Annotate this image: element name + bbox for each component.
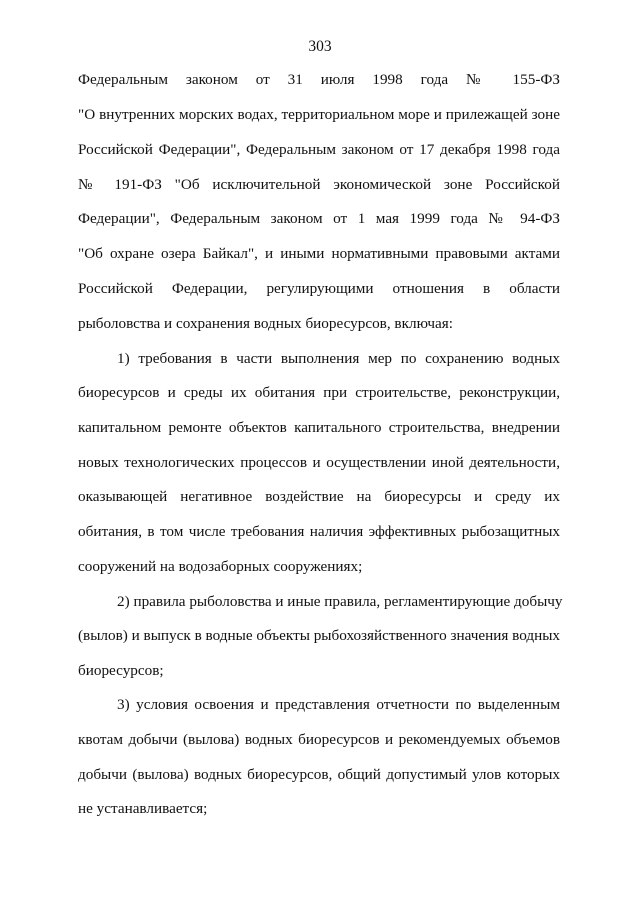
text-line: биоресурсов и среды их обитания при строительстве, реконструкции, bbox=[78, 384, 560, 401]
text-line: сооружений на водозаборных сооружениях; bbox=[78, 558, 363, 575]
text-line: № 191-ФЗ "Об исключительной экономической зоне Российской bbox=[78, 176, 560, 193]
text-line: (вылов) и выпуск в водные объекты рыбохозяйственного значения водных bbox=[78, 627, 561, 644]
text-line: оказывающей негативное воздействие на биоресурсы и среду их bbox=[78, 488, 560, 505]
text-line: "Об охране озера Байкал", и иными нормативными правовыми актами bbox=[78, 245, 560, 262]
text-line: добычи (вылова) водных биоресурсов, общий допустимый улов которых bbox=[78, 766, 560, 783]
text-line: не устанавливается; bbox=[78, 800, 208, 817]
text-line: Российской Федерации, регулирующими отношения в области bbox=[78, 280, 560, 297]
text-line: 2) правила рыболовства и иные правила, регламентирующие добычу bbox=[117, 593, 563, 610]
text-line: Федерации", Федеральным законом от 1 мая 1999 года № 94-ФЗ bbox=[78, 210, 560, 227]
page-number: 303 bbox=[308, 38, 332, 55]
text-line: рыболовства и сохранения водных биоресурсов, включая: bbox=[78, 315, 453, 332]
text-line: 3) условия освоения и представления отчетности по выделенным bbox=[117, 696, 560, 713]
text-line: биоресурсов; bbox=[78, 662, 164, 679]
text-line: 1) требования в части выполнения мер по сохранению водных bbox=[117, 350, 560, 367]
text-line: Российской Федерации", Федеральным законом от 17 декабря 1998 года bbox=[78, 141, 560, 158]
text-line: Федеральным законом от 31 июля 1998 года № 155-ФЗ bbox=[78, 71, 560, 88]
text-line: новых технологических процессов и осуществлении иной деятельности, bbox=[78, 454, 560, 471]
text-line: капитальном ремонте объектов капитального строительства, внедрении bbox=[78, 419, 560, 436]
text-line: "О внутренних морских водах, территориальном море и прилежащей зоне bbox=[78, 106, 560, 123]
text-line: обитания, в том числе требования наличия эффективных рыбозащитных bbox=[78, 523, 560, 540]
text-line: квотам добычи (вылова) водных биоресурсов и рекомендуемых объемов bbox=[78, 731, 560, 748]
